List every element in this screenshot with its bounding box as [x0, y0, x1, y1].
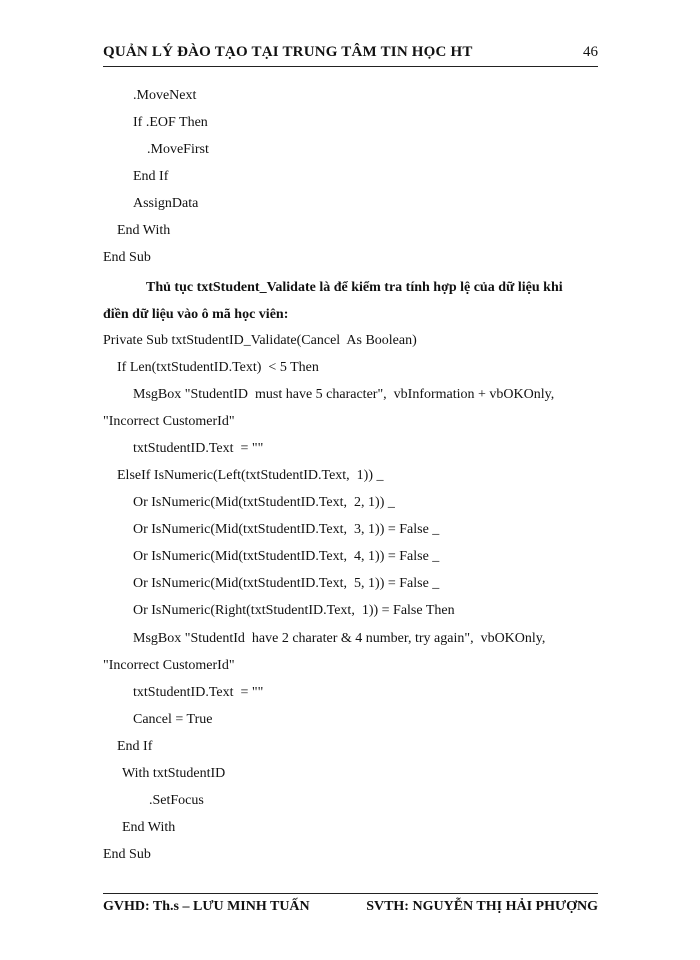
code-line: Cancel = True [133, 712, 213, 727]
code-line: If Len(txtStudentID.Text) < 5 Then [117, 360, 319, 375]
code-line: "Incorrect CustomerId" [103, 658, 235, 673]
code-line: Or IsNumeric(Mid(txtStudentID.Text, 3, 1)) = False _ [133, 522, 440, 537]
code-line: End With [117, 223, 171, 238]
code-line: Or IsNumeric(Mid(txtStudentID.Text, 5, 1)) = False _ [133, 576, 440, 591]
code-line: End Sub [103, 250, 151, 265]
code-line: If .EOF Then [133, 115, 208, 130]
code-line: "Incorrect CustomerId" [103, 414, 235, 429]
code-line: ElseIf IsNumeric(Left(txtStudentID.Text, 1)) _ [117, 468, 384, 483]
code-line: txtStudentID.Text = "" [133, 685, 264, 700]
code-line: Or IsNumeric(Right(txtStudentID.Text, 1)) = False Then [133, 603, 455, 618]
footer-divider [103, 893, 598, 894]
code-line: Private Sub txtStudentID_Validate(Cancel As Boolean) [103, 333, 417, 348]
code-line: .SetFocus [149, 793, 204, 808]
code-line: MsgBox "StudentId have 2 charater & 4 number, try again", vbOKOnly, [133, 631, 546, 646]
code-line: End With [122, 820, 176, 835]
code-line: .MoveFirst [147, 142, 209, 157]
code-line: End Sub [103, 847, 151, 862]
code-line: With txtStudentID [122, 766, 226, 781]
footer-supervisor: GVHD: Th.s – LƯU MINH TUẤN [103, 899, 310, 914]
page-footer [103, 899, 598, 921]
code-line: txtStudentID.Text = "" [133, 441, 264, 456]
code-line: Or IsNumeric(Mid(txtStudentID.Text, 4, 1)) = False _ [133, 549, 440, 564]
description-line: điền dữ liệu vào ô mã học viên: [103, 307, 289, 322]
code-line: Or IsNumeric(Mid(txtStudentID.Text, 2, 1)) _ [133, 495, 395, 510]
description-line: Thủ tục txtStudent_Validate là để kiểm tra tính hợp lệ của dữ liệu khi [146, 280, 563, 295]
code-line: .MoveNext [133, 88, 197, 103]
page-header [103, 44, 598, 66]
header-divider [103, 66, 598, 67]
page-number: 46 [583, 44, 598, 60]
footer-student: SVTH: NGUYỄN THỊ HẢI PHƯỢNG [366, 899, 598, 914]
code-line: AssignData [133, 196, 199, 211]
header-title: QUẢN LÝ ĐÀO TẠO TẠI TRUNG TÂM TIN HỌC HT [103, 44, 473, 60]
code-line: MsgBox "StudentID must have 5 character", vbInformation + vbOKOnly, [133, 387, 555, 402]
code-line: End If [117, 739, 153, 754]
code-line: End If [133, 169, 169, 184]
